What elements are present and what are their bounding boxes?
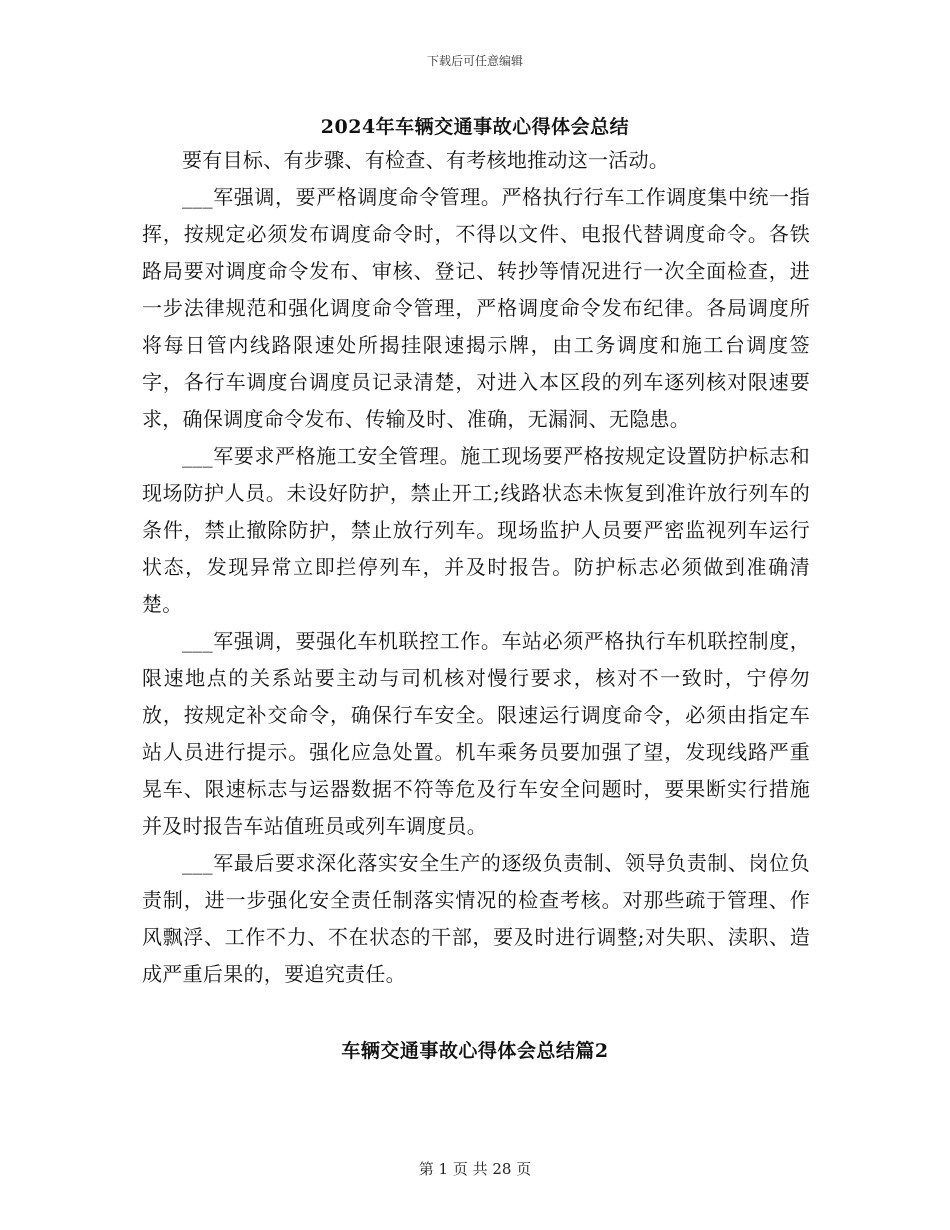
paragraph: ___军强调，要严格调度命令管理。严格执行行车工作调度集中统一指挥，按规定必须发布调度命令时，不得以文件、电报代替调度命令。各铁路局要对调度命令发布、审核、登记、转抄等情况进行一次全面检查，进一步法律规范和强化调度命令管理，严格调度命令发布纪律。各局调度所将每日管内线路限速处所揭挂限速揭示牌，由工务调度和施工台调度签字，各行车调度台调度员记录清楚，对进入本区段的列车逐列核对限速要求，确保调度命令发布、传输及时、准确，无漏洞、无隐患。 xyxy=(142,185,810,431)
page-number: 第 1 页 共 28 页 xyxy=(418,1160,532,1178)
header-note: 下载后可任意编辑 xyxy=(426,54,523,68)
paragraph: 要有目标、有步骤、有检查、有考核地推动这一活动。 xyxy=(182,148,670,172)
paragraph: ___军要求严格施工安全管理。施工现场要严格按规定设置防护标志和现场防护人员。未设好防护，禁止开工;线路状态未恢复到准许放行列车的条件，禁止撤除防护，禁止放行列车。现场监护人员要严密监视列车运行状态，发现异常立即拦停列车，并及时报告。防护标志必须做到准确清楚。 xyxy=(142,444,810,616)
paragraph: ___军最后要求深化落实安全生产的逐级负责制、领导负责制、岗位负责制，进一步强化安全责任制落实情况的检查考核。对那些疏于管理、作风飘浮、工作不力、不在状态的干部，要及时进行调整;对失职、渎职、造成严重后果的，要追究责任。 xyxy=(142,851,810,986)
section-subtitle: 车辆交通事故心得体会总结篇2 xyxy=(341,1040,609,1062)
document-body xyxy=(142,142,810,993)
document-title: 2024年车辆交通事故心得体会总结 xyxy=(320,116,630,138)
paragraph: ___军强调，要强化车机联控工作。车站必须严格执行车机联控制度，限速地点的关系站要主动与司机核对慢行要求，核对不一致时，宁停勿放，按规定补交命令，确保行车安全。限速运行调度命令，必须由指定车站人员进行提示。强化应急处置。机车乘务员要加强了望，发现线路严重晃车、限速标志与运器数据不符等危及行车安全问题时，要果断实行措施并及时报告车站值班员或列车调度员。 xyxy=(142,629,810,838)
